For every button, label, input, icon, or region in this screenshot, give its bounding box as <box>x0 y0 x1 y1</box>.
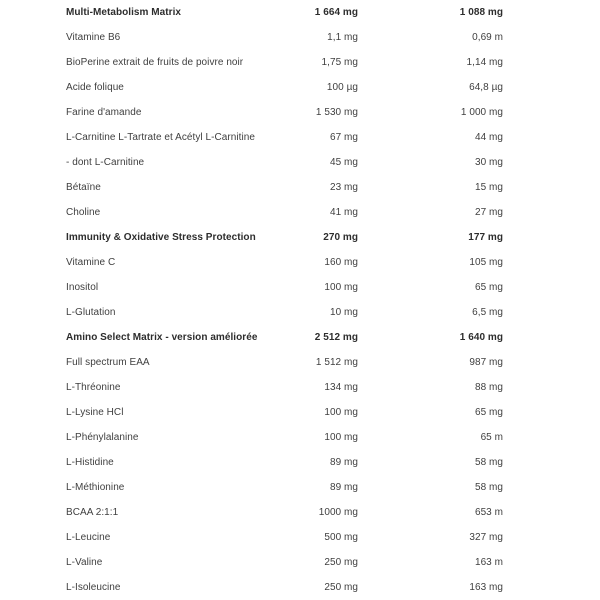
ingredient-label: L-Glutation <box>66 307 116 318</box>
amount-col1: 2 512 mg <box>314 332 358 343</box>
amount-col2: 177 mg <box>468 232 503 243</box>
ingredient-label: L-Valine <box>66 557 103 568</box>
table-row <box>0 125 600 150</box>
ingredient-label: L-Histidine <box>66 457 114 468</box>
amount-col2: 64,8 µg <box>469 82 503 93</box>
ingredient-label: BioPerine extrait de fruits de poivre noir <box>66 57 244 68</box>
ingredient-label: L-Isoleucine <box>66 582 121 593</box>
table-row <box>0 375 600 400</box>
amount-col2: 0,69 m <box>472 32 503 43</box>
amount-col1: 45 mg <box>329 157 358 168</box>
ingredient-label: Amino Select Matrix - version améliorée <box>66 332 258 343</box>
amount-col1: 89 mg <box>329 457 358 468</box>
amount-col1: 134 mg <box>324 382 358 393</box>
table-row <box>0 50 600 75</box>
amount-col1: 1 512 mg <box>315 357 358 368</box>
amount-col1: 250 mg <box>324 557 358 568</box>
amount-col1: 67 mg <box>329 132 358 143</box>
table-row <box>0 475 600 500</box>
ingredient-label: Vitamine B6 <box>66 32 121 43</box>
table-row <box>0 200 600 225</box>
amount-col1: 10 mg <box>329 307 358 318</box>
amount-col2: 653 m <box>474 507 503 518</box>
ingredient-label: BCAA 2:1:1 <box>66 507 119 518</box>
ingredient-label: Inositol <box>66 282 99 293</box>
amount-col2: 58 mg <box>474 482 503 493</box>
ingredient-label: Vitamine C <box>66 257 116 268</box>
amount-col2: 105 mg <box>469 257 503 268</box>
table-row <box>0 75 600 100</box>
table-section-row <box>0 325 600 350</box>
table-row <box>0 425 600 450</box>
amount-col1: 1000 mg <box>318 507 358 518</box>
table-row <box>0 500 600 525</box>
amount-col2: 30 mg <box>474 157 503 168</box>
amount-col1: 1 664 mg <box>314 7 358 18</box>
ingredient-label: - dont L-Carnitine <box>66 157 145 168</box>
amount-col2: 65 mg <box>474 282 503 293</box>
table-section-row <box>0 0 600 25</box>
amount-col2: 65 mg <box>474 407 503 418</box>
amount-col2: 6,5 mg <box>472 307 503 318</box>
amount-col2: 1 088 mg <box>459 7 503 18</box>
amount-col1: 23 mg <box>329 182 358 193</box>
amount-col2: 327 mg <box>469 532 503 543</box>
ingredient-label: Farine d'amande <box>66 107 142 118</box>
amount-col1: 100 µg <box>326 82 358 93</box>
ingredient-label: Acide folique <box>66 82 124 93</box>
amount-col1: 100 mg <box>324 407 358 418</box>
ingredient-label: Multi-Metabolism Matrix <box>66 7 182 18</box>
table-row <box>0 150 600 175</box>
table-row <box>0 100 600 125</box>
ingredient-label: L-Lysine HCl <box>66 407 124 418</box>
ingredient-label: Immunity & Oxidative Stress Protection <box>66 232 256 243</box>
amount-col2: 163 mg <box>469 582 503 593</box>
amount-col1: 89 mg <box>329 482 358 493</box>
table-row <box>0 450 600 475</box>
amount-col1: 1,75 mg <box>321 57 358 68</box>
ingredient-label: Bétaïne <box>66 182 101 193</box>
ingredient-label: L-Phénylalanine <box>66 432 139 443</box>
ingredient-label: Choline <box>66 207 101 218</box>
amount-col1: 41 mg <box>329 207 358 218</box>
ingredient-label: Full spectrum EAA <box>66 357 150 368</box>
table-row <box>0 175 600 200</box>
amount-col1: 1 530 mg <box>315 107 358 118</box>
table-row <box>0 575 600 600</box>
table-row <box>0 275 600 300</box>
amount-col2: 88 mg <box>474 382 503 393</box>
amount-col2: 1 000 mg <box>460 107 503 118</box>
ingredient-label: L-Méthionine <box>66 482 125 493</box>
amount-col2: 65 m <box>480 432 503 443</box>
table-row <box>0 350 600 375</box>
table-row <box>0 300 600 325</box>
amount-col1: 100 mg <box>324 432 358 443</box>
amount-col2: 44 mg <box>474 132 503 143</box>
amount-col1: 160 mg <box>324 257 358 268</box>
ingredient-label: L-Leucine <box>66 532 111 543</box>
table-row <box>0 550 600 575</box>
table-row <box>0 400 600 425</box>
amount-col1: 1,1 mg <box>327 32 358 43</box>
amount-col1: 500 mg <box>324 532 358 543</box>
ingredient-label: L-Carnitine L-Tartrate et Acétyl L-Carnitine <box>66 132 255 143</box>
table-row <box>0 250 600 275</box>
amount-col2: 1,14 mg <box>466 57 503 68</box>
amount-col2: 58 mg <box>474 457 503 468</box>
ingredient-label: L-Thréonine <box>66 382 121 393</box>
table-row <box>0 525 600 550</box>
amount-col2: 987 mg <box>469 357 503 368</box>
table-section-row <box>0 225 600 250</box>
table-row <box>0 25 600 50</box>
amount-col2: 163 m <box>474 557 503 568</box>
amount-col2: 1 640 mg <box>459 332 503 343</box>
amount-col1: 270 mg <box>323 232 358 243</box>
amount-col1: 100 mg <box>324 282 358 293</box>
amount-col2: 27 mg <box>474 207 503 218</box>
amount-col1: 250 mg <box>324 582 358 593</box>
amount-col2: 15 mg <box>474 182 503 193</box>
